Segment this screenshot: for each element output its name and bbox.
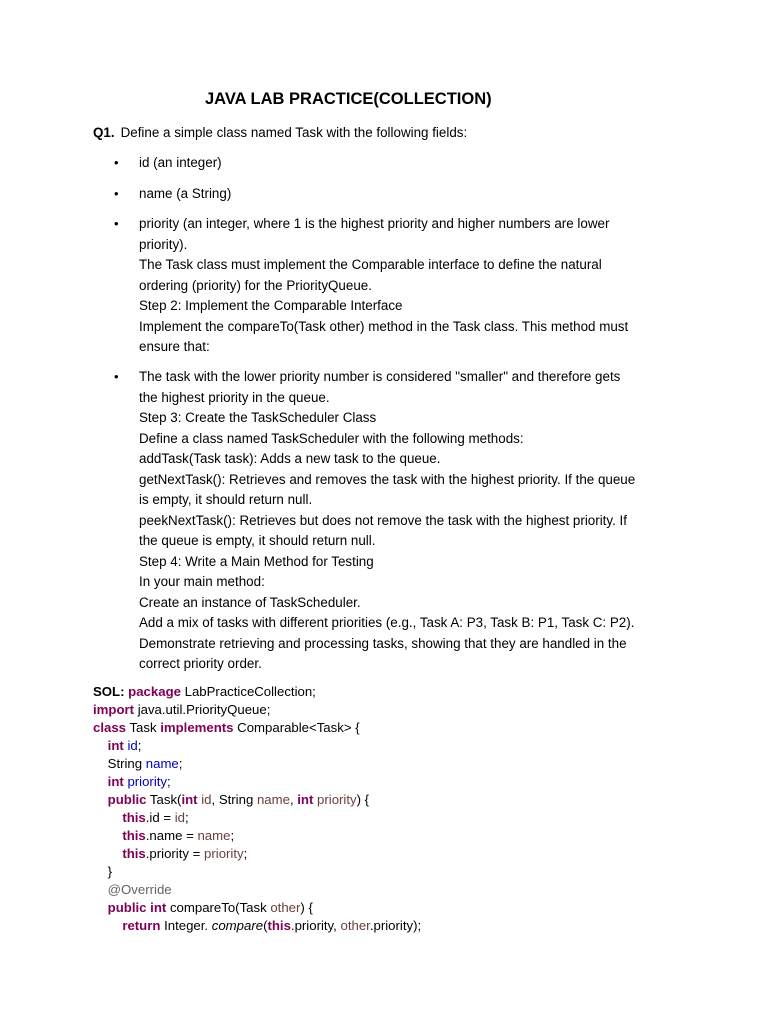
code-line (93, 809, 421, 827)
bullet-symbol: • (114, 155, 119, 170)
code-token: String (93, 756, 143, 771)
code-token: int (107, 774, 124, 789)
bullet-item (139, 184, 679, 205)
code-token: this (267, 918, 291, 933)
code-token: class (93, 720, 127, 735)
code-token: java.util.PriorityQueue; (134, 702, 271, 717)
code-token: .priority); (369, 918, 422, 933)
code-token: Task( (146, 792, 182, 807)
code-line (93, 791, 421, 809)
bullet-line: the queue is empty, it should return null. (139, 533, 376, 548)
code-token: , String (211, 792, 254, 807)
code-token: implements (156, 720, 234, 735)
code-token: .id (145, 810, 160, 825)
code-token: ; (230, 828, 235, 843)
code-line (93, 737, 421, 755)
bullet-line: correct priority order. (139, 656, 262, 671)
code-token: ) { (356, 792, 370, 807)
code-token: ( (263, 918, 268, 933)
code-token: int (181, 792, 198, 807)
code-token: = (189, 846, 201, 861)
bullet-line: peekNextTask(): Retrieves but does not remove the task with the highest priority. If (139, 512, 627, 528)
code-token: import (93, 702, 135, 717)
bullet-symbol: • (114, 369, 119, 384)
code-line (93, 899, 421, 917)
code-line (93, 881, 421, 899)
code-token: package (128, 684, 181, 699)
bullet-line: id (an integer) (139, 155, 222, 170)
code-token: ; (243, 846, 248, 861)
bullet-line: Create an instance of TaskScheduler. (139, 594, 361, 610)
code-token: int (146, 900, 167, 915)
code-token: @Override (107, 882, 172, 897)
bullet-line: getNextTask(): Retrieves and removes the task with the highest priority. If the queue (139, 471, 636, 487)
code-token (93, 882, 108, 897)
code-token (93, 846, 122, 861)
code-line (93, 863, 421, 881)
code-token: name (253, 792, 290, 807)
code-token: id (123, 738, 138, 753)
bullet-line: is empty, it should return null. (139, 492, 313, 507)
code-token: ; (185, 810, 189, 825)
code-token: priority (313, 792, 357, 807)
code-token: compareTo(Task (166, 900, 267, 915)
code-token: .name (145, 828, 183, 843)
code-line (93, 719, 421, 737)
code-line (93, 773, 421, 791)
code-token: this (122, 846, 146, 861)
code-token: Task (126, 720, 157, 735)
code-token: .priority (145, 846, 189, 861)
bullet-item (139, 153, 679, 174)
bullet-line: Add a mix of tasks with different priorities (e.g., Task A: P3, Task B: P1, Task C: P2). (139, 615, 635, 630)
code-line (93, 701, 421, 719)
bullet-line: Implement the compareTo(Task other) method in the Task class. This method must (139, 318, 629, 334)
bullet-line: addTask(Task task): Adds a new task to the queue. (139, 451, 441, 466)
code-token (93, 792, 108, 807)
code-token (93, 774, 108, 789)
code-token: other (336, 918, 370, 933)
bullet-line: Define a class named TaskScheduler with the following methods: (139, 430, 524, 446)
bullet-line: ordering (priority) for the PriorityQueue. (139, 277, 372, 293)
code-line (93, 827, 421, 845)
code-token: int (107, 738, 124, 753)
bullet-line: name (a String) (139, 186, 232, 201)
bullet-line: priority). (139, 236, 188, 252)
code-token: = (182, 828, 194, 843)
code-token: return (122, 918, 161, 933)
bullet-line: ensure that: (139, 339, 210, 354)
code-token: ; (178, 756, 183, 771)
bullet-line: Step 3: Create the TaskScheduler Class (139, 410, 377, 425)
code-token: } (93, 864, 113, 879)
code-token (93, 738, 108, 753)
bullet-line: The Task class must implement the Comparable interface to define the natural (139, 257, 602, 272)
code-token: LabPracticeCollection; (180, 684, 316, 699)
code-token: name (142, 756, 179, 771)
page-title: JAVA LAB PRACTICE(COLLECTION) (205, 90, 492, 108)
code-token: public (107, 792, 147, 807)
question-1 (93, 123, 467, 144)
question-label: Q1. (93, 125, 115, 140)
bullet-item (139, 367, 679, 675)
bullet-line: In your main method: (139, 574, 265, 589)
code-token: priority (200, 846, 244, 861)
code-line (93, 683, 421, 701)
bullet-line: the highest priority in the queue. (139, 389, 330, 405)
code-line (93, 755, 421, 773)
bullet-line: Step 4: Write a Main Method for Testing (139, 553, 374, 569)
bullet-line: Demonstrate retrieving and processing tasks, showing that they are handled in the (139, 635, 627, 651)
code-token: , (289, 792, 294, 807)
bullet-symbol: • (114, 186, 119, 201)
code-token: ; (137, 738, 142, 753)
question-intro: Define a simple class named Task with the following fields: (120, 125, 468, 140)
code-token: ; (167, 774, 171, 789)
code-token (93, 828, 122, 843)
code-token: compare (208, 918, 264, 933)
code-block (93, 683, 421, 935)
bullet-line: The task with the lower priority number is considered "smaller" and therefore gets (139, 369, 621, 384)
code-token: Comparable<Task> { (233, 720, 360, 735)
code-token: Integer. (160, 918, 209, 933)
code-token: .priority, (290, 918, 337, 933)
code-token (93, 900, 108, 915)
code-token: id (171, 810, 186, 825)
code-token: id (197, 792, 212, 807)
code-token: = (159, 810, 172, 825)
bullet-line: priority (an integer, where 1 is the highest priority and higher numbers are lower (139, 216, 610, 231)
code-token: priority (123, 774, 168, 789)
code-token: this (122, 810, 146, 825)
code-token: other (266, 900, 301, 915)
bullet-line: Step 2: Implement the Comparable Interface (139, 298, 403, 313)
code-line (93, 917, 421, 935)
code-token (93, 918, 122, 933)
bullet-item (139, 214, 679, 358)
code-token (93, 810, 122, 825)
code-token: ) { (300, 900, 313, 915)
code-line (93, 845, 421, 863)
code-token: name (193, 828, 231, 843)
code-token: int (293, 792, 314, 807)
solution-label: SOL: (93, 684, 129, 699)
code-token: this (122, 828, 146, 843)
code-token: public (107, 900, 147, 915)
bullet-symbol: • (114, 216, 119, 231)
